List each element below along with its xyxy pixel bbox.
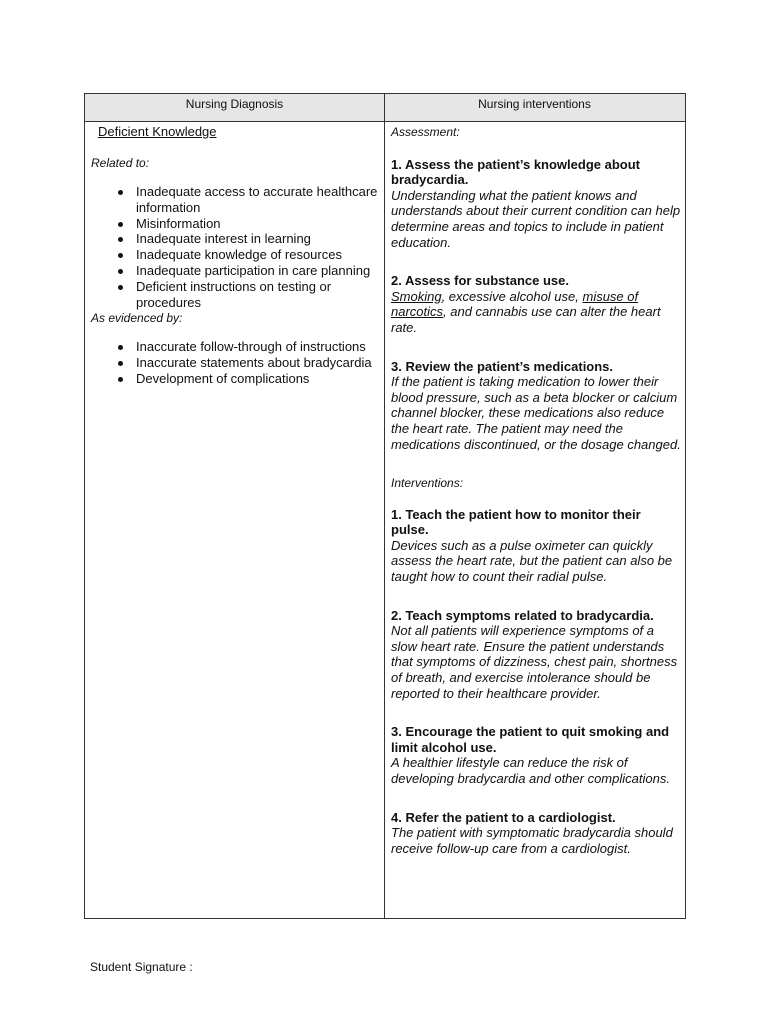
assessment-item [391,359,681,453]
assessment-item [391,157,681,251]
list-item: Misinformation [136,216,381,232]
list-item: Inaccurate follow-through of instructions [136,339,381,355]
item-title: 3. Review the patient’s medications. [391,358,614,374]
interventions-column [391,122,681,856]
diagnosis-title: Deficient Knowledge [98,124,217,139]
diagnosis-column [91,122,381,387]
narcotics-link-text: misuse of narcotics [391,288,639,320]
student-signature-label: Student Signature : [90,960,193,974]
related-to-list [91,184,381,310]
evidenced-by-list [91,339,381,386]
item-title: 2. Teach symptoms related to bradycardia. [391,607,654,623]
item-description: A healthier lifestyle can reduce the risk of developing bradycardia and other complications. [391,755,670,786]
intervention-item [391,507,681,585]
assessment-item [391,273,681,335]
column-divider [384,94,385,918]
intervention-item [391,608,681,702]
assessment-label: Assessment: [391,125,460,139]
item-title: 2. Assess for substance use. [391,273,569,289]
list-item: Development of complications [136,371,381,387]
related-to-label: Related to: [91,156,150,170]
item-title: 1. Assess the patient’s knowledge about bradycardia. [391,156,640,188]
header-nursing-diagnosis: Nursing Diagnosis [85,94,384,122]
item-title: 4. Refer the patient to a cardiologist. [391,809,616,825]
intervention-item [391,724,681,786]
header-nursing-interventions: Nursing interventions [384,94,685,122]
interventions-label: Interventions: [391,476,464,491]
smoking-link-text: Smoking [391,288,442,304]
intervention-item [391,810,681,857]
list-item: Inadequate knowledge of resources [136,247,381,263]
evidenced-by-label: As evidenced by: [91,311,183,326]
item-description: Understanding what the patient knows and understands about their current condition can help determine areas and topics to include in patient education. [391,187,681,250]
list-item: Inadequate interest in learning [136,231,381,247]
list-item: Deficient instructions on testing or procedures [136,279,381,311]
item-description: Smoking, excessive alcohol use, misuse of narcotics, and cannabis use can alter the heart rate. [391,288,661,335]
list-item: Inadequate participation in care planning [136,263,381,279]
item-title: 1. Teach the patient how to monitor their pulse. [391,506,641,538]
item-description: The patient with symptomatic bradycardia should receive follow-up care from a cardiologist. [391,825,673,856]
item-description: Not all patients will experience symptoms of a slow heart rate. Ensure the patient understands that symptoms of dizziness, chest pain, shortness of breath, and exercise intolerance should be reported to their healthcare provider. [391,623,678,701]
list-item: Inadequate access to accurate healthcare information [136,184,381,216]
care-plan-table [84,93,686,919]
list-item: Inaccurate statements about bradycardia [136,355,381,371]
item-description: If the patient is taking medication to lower their blood pressure, such as a beta blocker or calcium channel blocker, these medications also reduce the heart rate. The patient may need the medications discontinued, or the dosage changed. [391,374,681,452]
item-title: 3. Encourage the patient to quit smoking and limit alcohol use. [391,724,670,755]
item-description: Devices such as a pulse oximeter can quickly assess the heart rate, but the patient can also be taught how to count their radial pulse. [391,537,673,585]
